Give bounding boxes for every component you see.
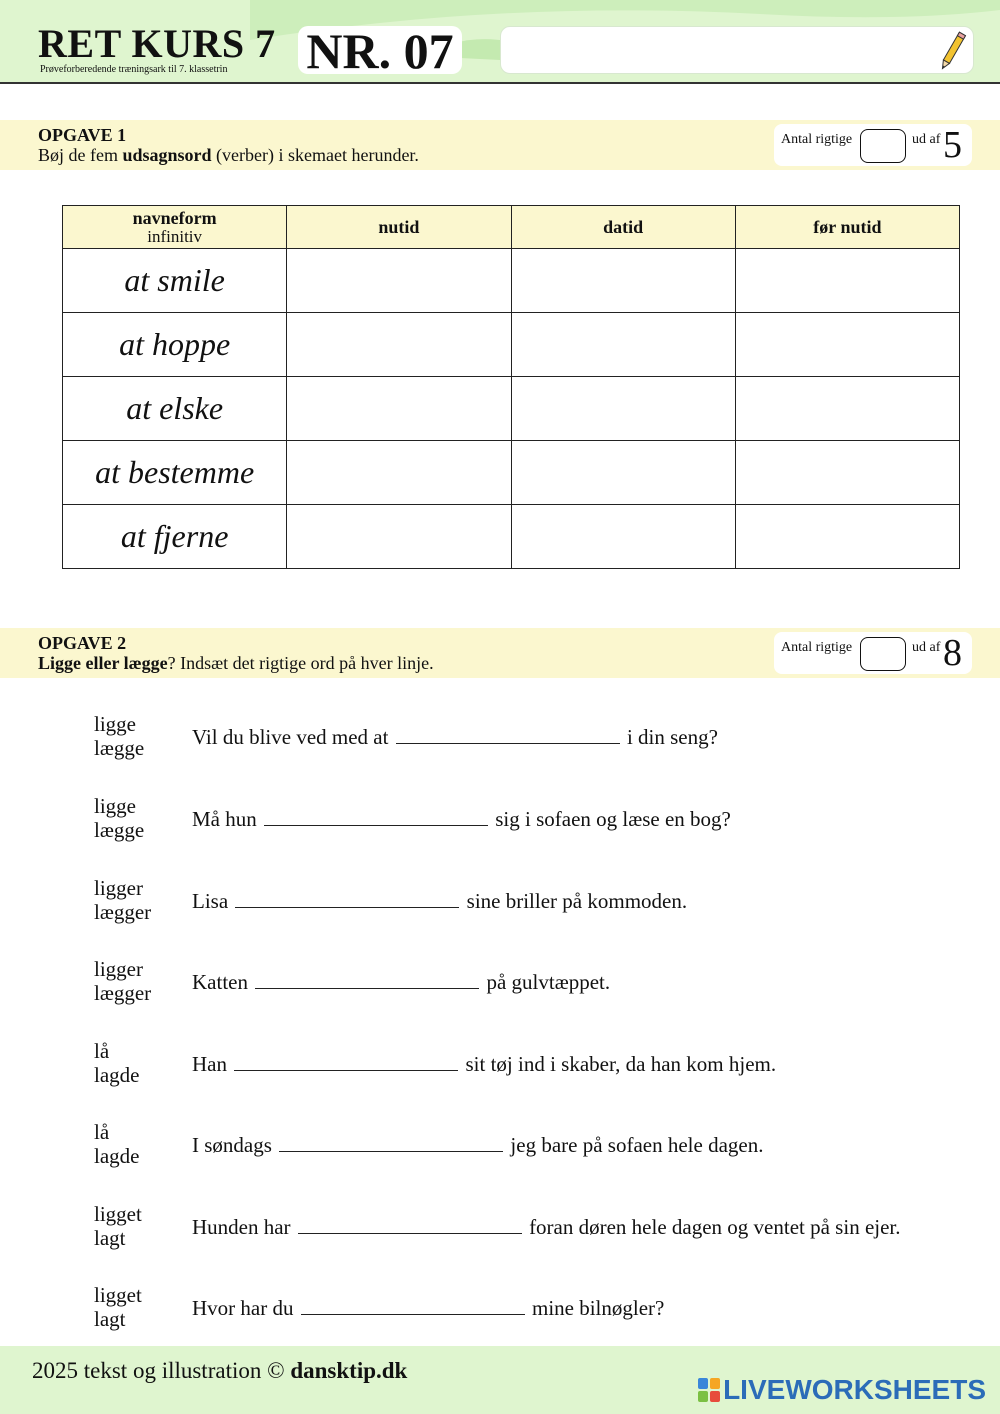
task2-score-box	[774, 632, 972, 674]
task2-instr-post: ? Indsæt det rigtige ord på hver linje.	[167, 653, 434, 673]
sentence	[192, 1051, 776, 1076]
sheet-number: NR. 07	[306, 23, 454, 79]
table-row	[63, 505, 960, 569]
verb-table	[62, 205, 960, 569]
list-item	[0, 1283, 1000, 1349]
sentence	[192, 1214, 901, 1239]
sentence	[192, 888, 687, 913]
copyright-notice	[32, 1358, 407, 1384]
sentence-after: på gulvtæppet.	[486, 970, 611, 994]
word-options	[94, 876, 151, 924]
sentence-after: mine bilnøgler?	[531, 1296, 665, 1320]
word-options	[94, 1120, 139, 1168]
task1-title: OPGAVE 1	[38, 125, 127, 145]
table-row	[63, 377, 960, 441]
col-header-infinitive-sub: infinitiv	[147, 227, 203, 246]
task1-instr-pre: Bøj de fem	[38, 145, 123, 165]
answer-cell-present[interactable]	[287, 313, 511, 377]
answer-cell-present[interactable]	[287, 249, 511, 313]
list-item	[0, 876, 1000, 942]
task2-band	[0, 628, 1000, 678]
sentence-after: i din seng?	[626, 725, 718, 749]
table-row	[63, 249, 960, 313]
page-footer	[0, 1346, 1000, 1414]
verb-table-header	[63, 206, 960, 249]
task2-score-total: 8	[943, 632, 962, 674]
answer-blank[interactable]	[279, 1132, 503, 1152]
sentence-before: Hunden har	[192, 1215, 291, 1239]
option-1: ligge	[94, 712, 136, 736]
sentence	[192, 1295, 664, 1320]
answer-blank[interactable]	[264, 806, 488, 826]
word-options	[94, 1202, 142, 1250]
option-2: lægger	[94, 900, 152, 924]
sentence-before: I søndags	[192, 1133, 272, 1157]
task1-instr-post: (verber) i skemaet herunder.	[211, 145, 419, 165]
option-1: ligget	[94, 1283, 142, 1307]
col-header-perfect: før nutid	[735, 206, 959, 249]
answer-blank[interactable]	[301, 1295, 525, 1315]
verb-cell: at smile	[63, 249, 287, 313]
verb-cell: at fjerne	[63, 505, 287, 569]
answer-cell-perfect[interactable]	[735, 313, 959, 377]
task2-score-input[interactable]	[860, 637, 906, 671]
task2-title: OPGAVE 2	[38, 633, 127, 653]
task1-band	[0, 120, 1000, 170]
option-2: lagt	[94, 1226, 126, 1250]
answer-cell-past[interactable]	[511, 313, 735, 377]
liveworksheets-icon	[698, 1378, 720, 1402]
answer-blank[interactable]	[235, 888, 459, 908]
sentence-after: jeg bare på sofaen hele dagen.	[510, 1133, 764, 1157]
sentence-after: sine briller på kommoden.	[466, 889, 688, 913]
page-header	[0, 0, 1000, 84]
col-header-present: nutid	[287, 206, 511, 249]
list-item	[0, 957, 1000, 1023]
sentence	[192, 969, 610, 994]
option-1: lå	[94, 1039, 110, 1063]
option-2: lægge	[94, 818, 145, 842]
col-header-past: datid	[511, 206, 735, 249]
word-options	[94, 794, 144, 842]
answer-blank[interactable]	[396, 724, 620, 744]
table-row	[63, 313, 960, 377]
sentence-after: foran døren hele dagen og ventet på sin ejer.	[529, 1215, 901, 1239]
task1-score-box	[774, 124, 972, 166]
list-item	[0, 712, 1000, 778]
option-2: lagde	[94, 1144, 140, 1168]
col-header-infinitive	[63, 206, 287, 249]
task1-instruction	[38, 145, 419, 165]
sheet-number-box	[298, 23, 462, 79]
sentence-before: Han	[192, 1052, 227, 1076]
copyright-site: dansktip.dk	[290, 1358, 408, 1383]
sentence-after: sig i sofaen og læse en bog?	[495, 807, 731, 831]
task2-instr-bold: Ligge eller lægge	[38, 653, 168, 673]
option-2: lægge	[94, 736, 145, 760]
option-2: lagt	[94, 1307, 126, 1331]
option-1: ligge	[94, 794, 136, 818]
sentence	[192, 806, 731, 831]
task1-score-udaf: ud af	[912, 132, 941, 147]
option-1: lå	[94, 1120, 110, 1144]
answer-cell-past[interactable]	[511, 505, 735, 569]
pencil-icon	[935, 29, 969, 73]
sentence-before: Katten	[192, 970, 248, 994]
answer-cell-past[interactable]	[511, 441, 735, 505]
sentence	[192, 1132, 763, 1157]
verb-cell: at elske	[63, 377, 287, 441]
answer-blank[interactable]	[298, 1214, 522, 1234]
sentence-before: Hvor har du	[192, 1296, 294, 1320]
verb-cell: at bestemme	[63, 441, 287, 505]
answer-cell-perfect[interactable]	[735, 377, 959, 441]
sentence-before: Må hun	[192, 807, 257, 831]
table-row	[63, 441, 960, 505]
option-2: lægger	[94, 981, 152, 1005]
task1-score-label: Antal rigtige	[781, 132, 853, 147]
course-title: RET KURS 7	[38, 21, 276, 66]
word-options	[94, 957, 151, 1005]
answer-cell-past[interactable]	[511, 377, 735, 441]
copyright-text: 2025 tekst og illustration ©	[32, 1358, 291, 1383]
list-item	[0, 1120, 1000, 1186]
answer-cell-perfect[interactable]	[735, 249, 959, 313]
liveworksheets-logo[interactable]	[698, 1374, 986, 1406]
option-1: ligget	[94, 1202, 142, 1226]
answer-blank[interactable]	[255, 969, 479, 989]
task2-instruction	[38, 653, 434, 673]
sentence-before: Lisa	[192, 889, 229, 913]
liveworksheets-text: LIVEWORKSHEETS	[723, 1374, 986, 1405]
option-2: lagde	[94, 1063, 140, 1087]
answer-cell-present[interactable]	[287, 377, 511, 441]
answer-cell-present[interactable]	[287, 441, 511, 505]
course-subtitle: Prøveforberedende træningsark til 7. klassetrin	[40, 64, 228, 75]
word-options	[94, 1283, 142, 1331]
task1-score-total: 5	[943, 124, 962, 166]
answer-cell-present[interactable]	[287, 505, 511, 569]
word-options	[94, 1039, 139, 1087]
option-1: ligger	[94, 876, 143, 900]
name-input[interactable]	[500, 26, 974, 74]
list-item	[0, 1039, 1000, 1105]
sentence-before: Vil du blive ved med at	[192, 725, 389, 749]
task2-score-udaf: ud af	[912, 640, 941, 655]
answer-blank[interactable]	[234, 1051, 458, 1071]
word-options	[94, 712, 144, 760]
answer-cell-perfect[interactable]	[735, 505, 959, 569]
task1-score-input[interactable]	[860, 129, 906, 163]
sentence	[192, 724, 718, 749]
col-header-infinitive-main: navneform	[132, 208, 217, 228]
sentence-after: sit tøj ind i skaber, da han kom hjem.	[465, 1052, 777, 1076]
answer-cell-perfect[interactable]	[735, 441, 959, 505]
answer-cell-past[interactable]	[511, 249, 735, 313]
list-item	[0, 794, 1000, 860]
brand	[38, 21, 276, 76]
verb-cell: at hoppe	[63, 313, 287, 377]
list-item	[0, 1202, 1000, 1268]
task2-score-label: Antal rigtige	[781, 640, 853, 655]
task1-instr-bold: udsagnsord	[122, 145, 212, 165]
option-1: ligger	[94, 957, 143, 981]
